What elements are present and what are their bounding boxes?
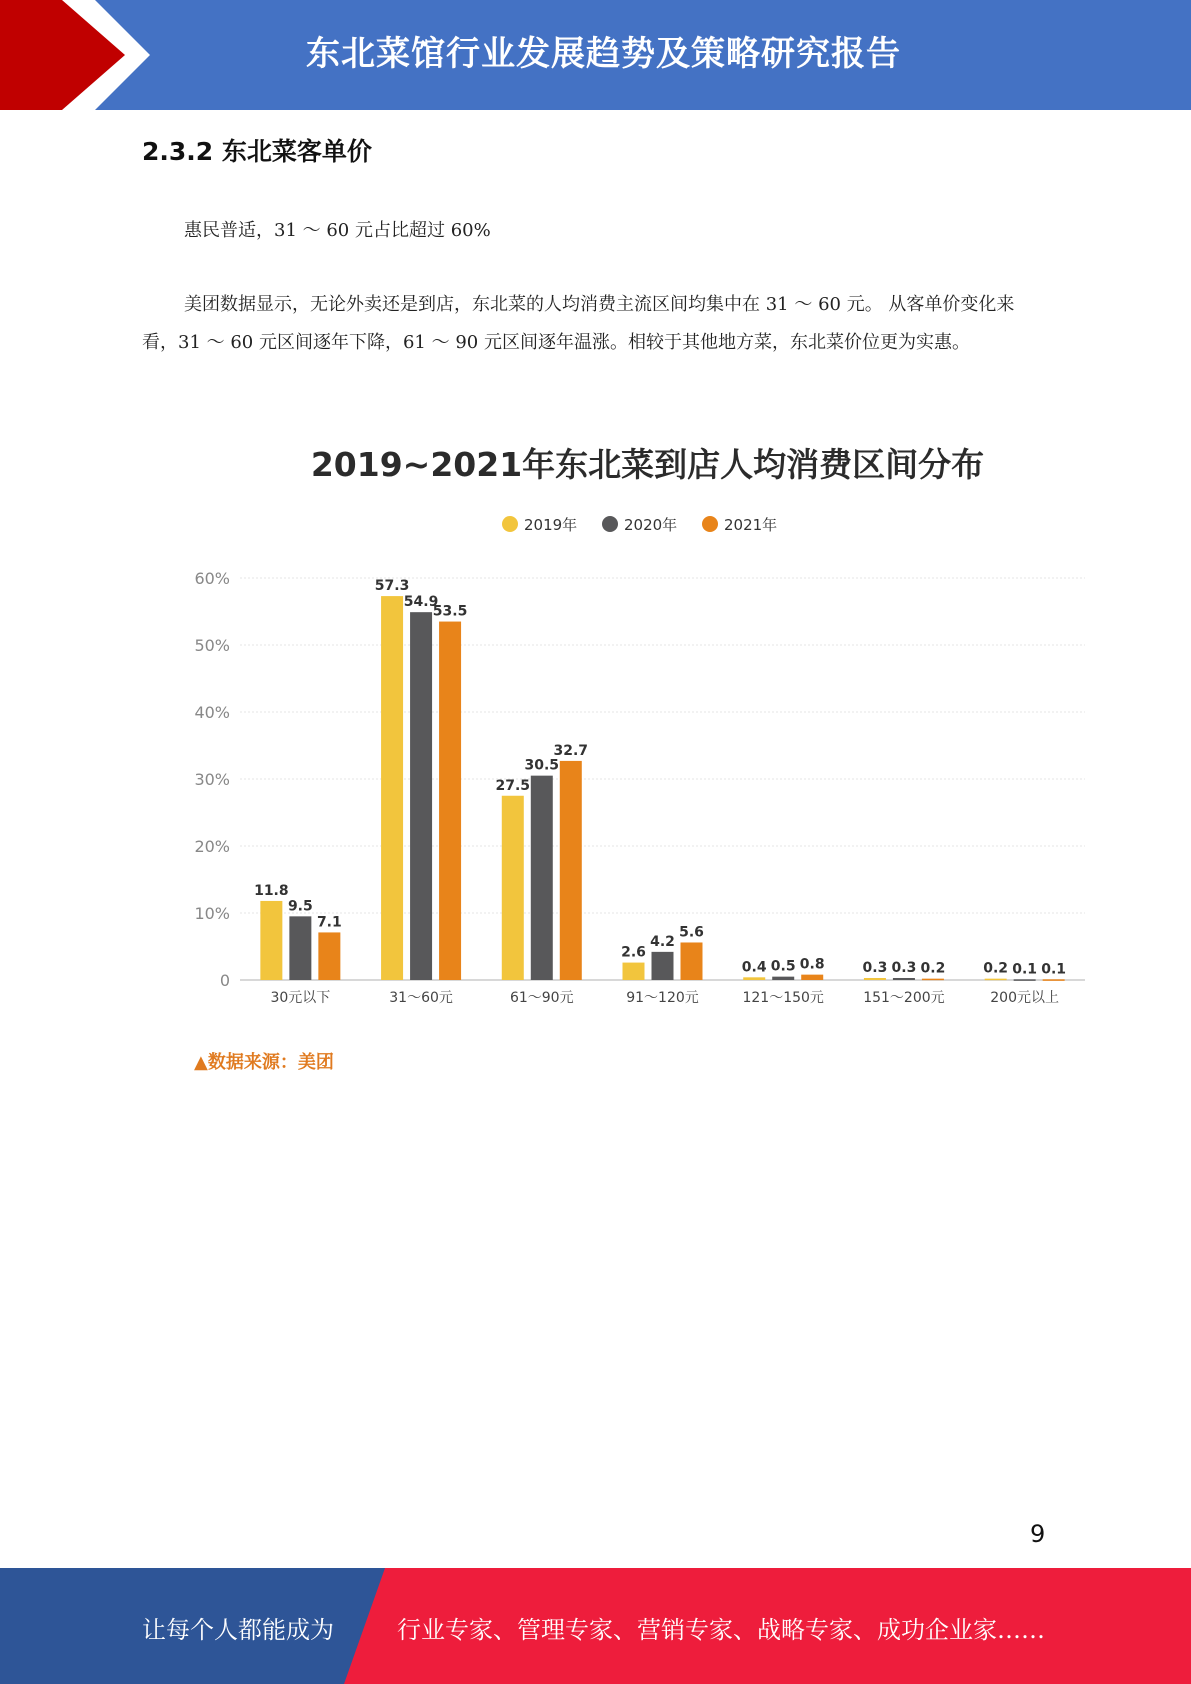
bar-2-3 xyxy=(439,622,461,980)
y-tick-label: 30% xyxy=(194,770,230,789)
data-label-3-2: 30.5 xyxy=(524,757,560,774)
data-label-4-1: 2.6 xyxy=(621,944,646,961)
y-tick-label: 40% xyxy=(194,703,230,722)
bar-3-2 xyxy=(531,776,553,980)
data-label-1-2: 9.5 xyxy=(287,898,313,915)
bar-6-3 xyxy=(922,979,944,981)
y-tick-label: 10% xyxy=(194,904,230,923)
data-label-7-3: 0.1 xyxy=(1041,961,1067,978)
bar-4-2 xyxy=(652,952,674,980)
bar-3-3 xyxy=(560,761,582,980)
bar-7-2 xyxy=(1014,979,1036,981)
data-label-2-2: 54.9 xyxy=(403,594,439,611)
data-label-7-2: 0.1 xyxy=(1012,961,1038,978)
bar-7-3 xyxy=(1043,979,1065,981)
bar-1-2 xyxy=(289,916,311,980)
legend-marker-3 xyxy=(702,516,718,532)
legend-marker-2 xyxy=(602,516,618,532)
body-paragraph: 美团数据显示，无论外卖还是到店，东北菜的人均消费主流区间均集中在 31 ～ 60 元。 从客单价变化来看，31 ～ 60 元区间逐年下降，61 ～ 90 元区间逐年温涨。相较于其他地方菜，东北菜价位更为实惠。 xyxy=(142,294,1015,353)
legend-label-1: 2019年 xyxy=(524,516,578,534)
bar-chart xyxy=(185,440,1090,1080)
data-label-3-3: 32.7 xyxy=(553,742,589,759)
data-label-5-2: 0.5 xyxy=(770,958,796,975)
data-label-3-1: 27.5 xyxy=(495,777,531,794)
x-tick-label-6: 151～200元 xyxy=(863,990,945,1006)
x-tick-label-4: 91～120元 xyxy=(626,990,699,1006)
x-tick-label-5: 121～150元 xyxy=(742,990,824,1006)
bar-1-3 xyxy=(318,932,340,980)
y-tick-label: 20% xyxy=(194,837,230,856)
y-tick-label: 0 xyxy=(219,971,230,990)
data-label-5-1: 0.4 xyxy=(741,959,767,976)
bar-4-1 xyxy=(623,963,645,980)
chart-svg xyxy=(185,440,1090,1040)
legend-label-2: 2020年 xyxy=(624,516,678,534)
section-heading: 2.3.2 东北菜客单价 xyxy=(142,137,372,166)
report-title: 东北菜馆行业发展趋势及策略研究报告 xyxy=(306,34,901,74)
data-source-note: ▲数据来源：美团 xyxy=(194,1052,334,1073)
data-label-2-1: 57.3 xyxy=(374,578,410,595)
bar-6-1 xyxy=(864,978,886,980)
y-tick-label: 60% xyxy=(194,569,230,588)
data-label-7-1: 0.2 xyxy=(983,960,1009,977)
page-footer xyxy=(0,1568,1191,1684)
data-label-5-3: 0.8 xyxy=(799,956,825,973)
page-number: 9 xyxy=(1030,1520,1046,1548)
data-label-4-3: 5.6 xyxy=(679,924,704,941)
bar-6-2 xyxy=(893,978,915,980)
chart-title: 2019~2021年东北菜到店人均消费区间分布 xyxy=(310,445,985,484)
data-label-2-3: 53.5 xyxy=(432,603,468,620)
page-header xyxy=(0,0,1191,110)
bar-5-2 xyxy=(772,977,794,980)
bar-5-3 xyxy=(801,975,823,980)
footer-slogan-left: 让每个人都能成为 xyxy=(142,1616,334,1644)
x-tick-label-7: 200元以上 xyxy=(990,990,1060,1006)
bar-7-1 xyxy=(985,979,1007,981)
data-label-1-3: 7.1 xyxy=(316,914,342,931)
x-tick-label-1: 30元以下 xyxy=(270,990,331,1006)
x-tick-label-2: 31～60元 xyxy=(389,990,453,1006)
bar-3-1 xyxy=(502,796,524,980)
legend-marker-1 xyxy=(502,516,518,532)
y-tick-label: 50% xyxy=(194,636,230,655)
bar-2-1 xyxy=(381,596,403,980)
bar-4-3 xyxy=(681,942,703,980)
data-label-6-2: 0.3 xyxy=(891,959,917,976)
bar-5-1 xyxy=(743,977,765,980)
legend-label-3: 2021年 xyxy=(724,516,778,534)
data-label-6-3: 0.2 xyxy=(920,960,946,977)
data-label-4-2: 4.2 xyxy=(650,933,675,950)
data-label-1-1: 11.8 xyxy=(254,882,289,899)
bar-2-2 xyxy=(410,612,432,980)
x-tick-label-3: 61～90元 xyxy=(509,990,574,1006)
summary-paragraph: 惠民普适，31 ～ 60 元占比超过 60% xyxy=(184,220,491,241)
data-label-6-1: 0.3 xyxy=(862,959,888,976)
bar-1-1 xyxy=(260,901,282,980)
footer-slogan-right: 行业专家、管理专家、营销专家、战略专家、成功企业家…… xyxy=(397,1616,1045,1644)
